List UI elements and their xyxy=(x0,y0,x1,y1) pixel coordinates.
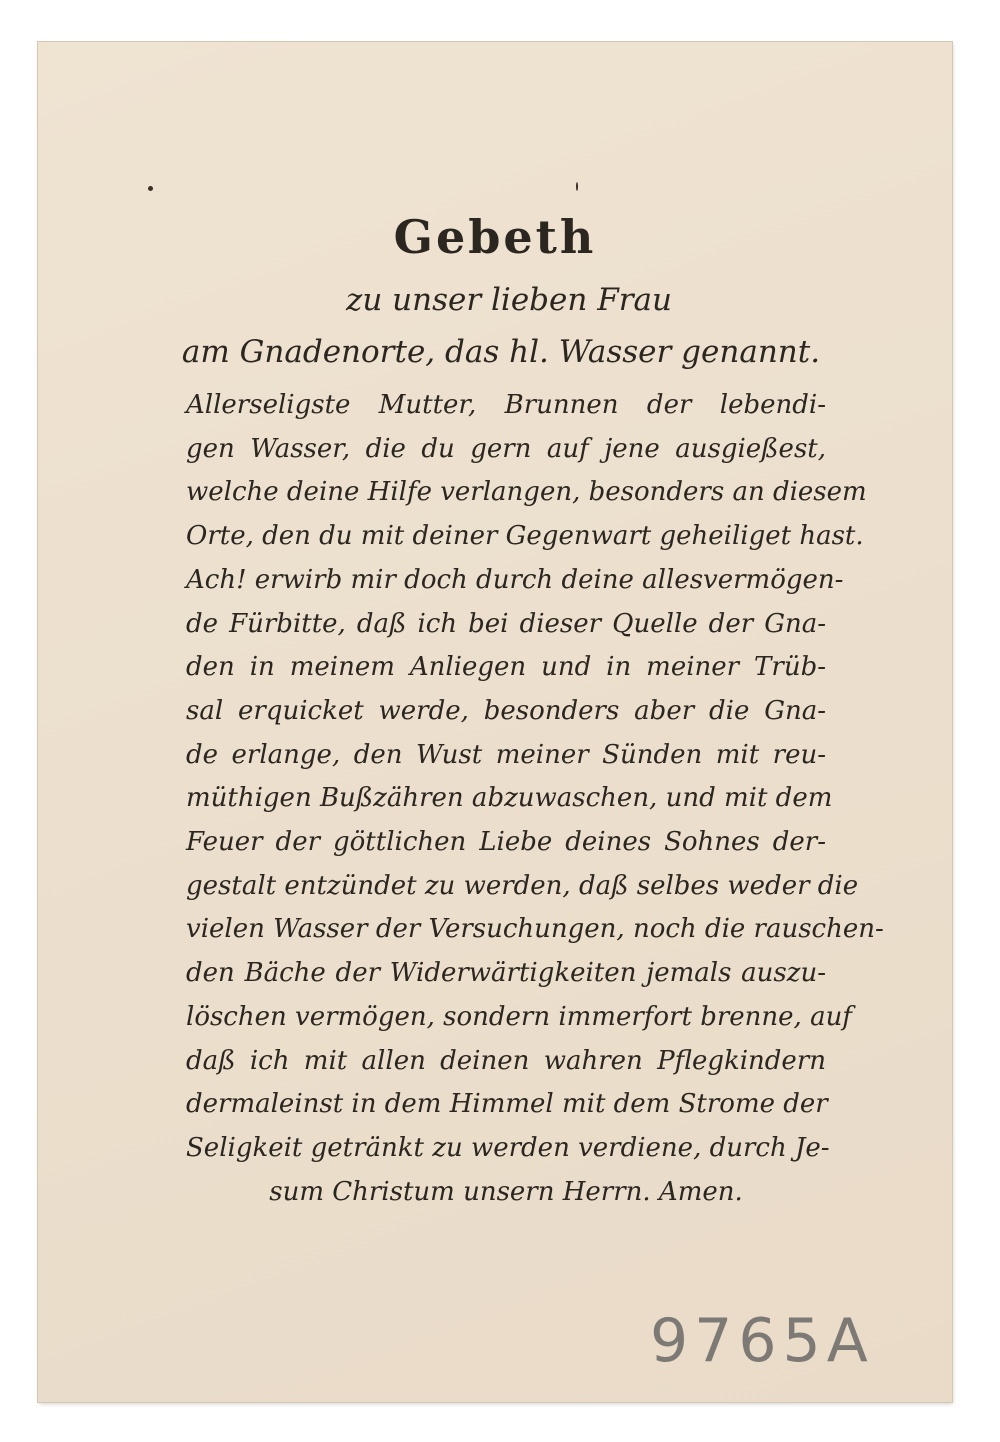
prayer-line: de Fürbitte, daß ich bei dieser Quelle der Gna- xyxy=(186,608,826,639)
prayer-line: löschen vermögen, sondern immerfort brenne, auf xyxy=(186,1001,852,1032)
prayer-subtitle-line-1: zu unser lieben Frau xyxy=(346,282,672,318)
prayer-line: daß ich mit allen deinen wahren Pflegkindern xyxy=(186,1045,826,1076)
prayer-line: Seligkeit getränkt zu werden verdiene, durch Je- xyxy=(186,1132,830,1163)
prayer-line: dermaleinst in dem Himmel mit dem Strome der xyxy=(186,1089,828,1120)
prayer-line: Orte, den du mit deiner Gegenwart geheiliget hast. xyxy=(186,521,864,552)
prayer-line: welche deine Hilfe verlangen, besonders an diesem xyxy=(186,477,867,508)
prayer-body xyxy=(186,384,884,1214)
prayer-line: Allerseligste Mutter, Brunnen der lebendi- xyxy=(186,390,826,420)
prayer-line: müthigen Bußzähren abzuwaschen, und mit dem xyxy=(186,783,833,814)
catalog-number: 9765A xyxy=(650,1306,874,1376)
prayer-line: gen Wasser, die du gern auf jene ausgießest, xyxy=(186,433,826,464)
prayer-line-last: sum Christum unsern Herrn. Amen. xyxy=(269,1176,743,1207)
ink-speck xyxy=(576,182,578,191)
prayer-line: sal erquicket werde, besonders aber die Gna- xyxy=(186,695,826,726)
ink-speck xyxy=(148,186,153,191)
prayer-line: Ach! erwirb mir doch durch deine allesvermögen- xyxy=(186,564,844,595)
prayer-line: den in meinem Anliegen und in meiner Trüb- xyxy=(186,652,826,683)
prayer-line: Feuer der göttlichen Liebe deines Sohnes der- xyxy=(186,827,826,858)
prayer-subtitle-line-2: am Gnadenorte, das hl. Wasser genannt. xyxy=(181,334,821,370)
prayer-line: de erlange, den Wust meiner Sünden mit reu- xyxy=(186,739,826,770)
prayer-title: Gebeth xyxy=(393,210,597,264)
prayer-line: vielen Wasser der Versuchungen, noch die rauschen- xyxy=(186,914,884,945)
prayer-line: gestalt entzündet zu werden, daß selbes weder die xyxy=(186,870,859,901)
prayer-line: den Bäche der Widerwärtigkeiten jemals auszu- xyxy=(186,958,826,989)
prayer-card xyxy=(38,42,952,1402)
